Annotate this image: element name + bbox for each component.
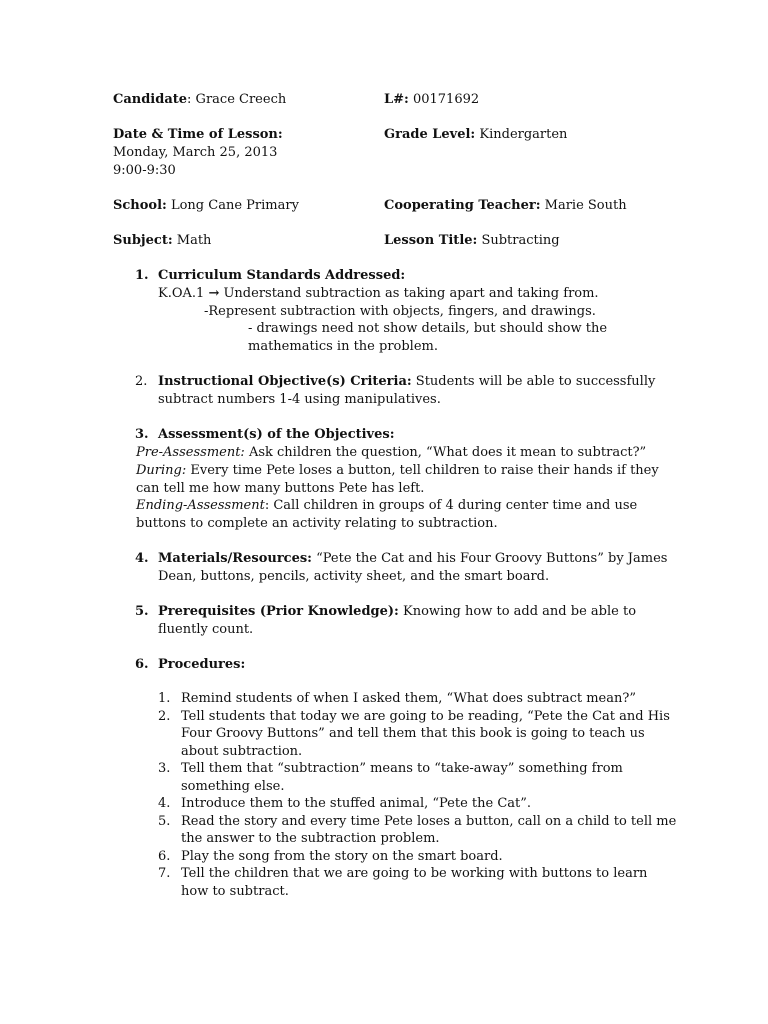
procedure-number: 6.	[158, 848, 171, 864]
procedure-number: 2.	[158, 708, 171, 724]
section-number: 2.	[135, 374, 148, 389]
school-field	[113, 197, 299, 215]
standard-subline: -Represent subtraction with objects, fingers, and drawings.	[204, 304, 596, 319]
coop-teacher-label: Cooperating Teacher:	[384, 198, 541, 213]
coop-teacher-value: Marie South	[540, 198, 627, 213]
time-value: 9:00-9:30	[113, 163, 176, 178]
lnum-value: 00171692	[408, 92, 480, 107]
procedure-number: 4.	[158, 796, 171, 811]
standard-line	[158, 285, 599, 303]
procedure-number: 7.	[158, 866, 171, 881]
lesson-title-value: Subtracting	[477, 233, 560, 248]
section-number: 3.	[135, 427, 149, 442]
during-text: Every time Pete loses a button, tell children to raise their hands if they	[186, 463, 659, 478]
pre-assessment-text: Ask children the question, “What does it mean to subtract?”	[244, 445, 647, 460]
during-assessment-line	[136, 462, 659, 480]
procedure-text: Read the story and every time Pete loses a button, call on a child to tell me	[181, 813, 677, 829]
procedure-text: how to subtract.	[181, 883, 289, 899]
lnum-label: L#:	[384, 92, 409, 107]
subject-label: Subject:	[113, 233, 173, 248]
candidate-label: Candidate	[113, 92, 188, 107]
section-number: 4.	[135, 551, 149, 566]
procedure-text: about subtraction.	[181, 743, 303, 759]
procedure-text: Play the song from the story on the smart board.	[181, 848, 503, 864]
candidate-value: : Grace Creech	[187, 92, 287, 107]
objective-text: Students will be able to successfully	[411, 374, 656, 389]
pre-assessment-label: Pre-Assessment:	[136, 445, 245, 460]
ending-assessment-line	[136, 497, 637, 515]
during-assessment-line: can tell me how many buttons Pete has left.	[136, 481, 425, 496]
materials-line	[158, 550, 667, 568]
procedure-number: 5.	[158, 813, 171, 829]
procedure-number: 1.	[158, 691, 171, 706]
standard-detail-line: - drawings need not show details, but should show the	[248, 321, 608, 336]
date-time-field	[113, 126, 283, 180]
procedure-text: Remind students of when I asked them, “What does subtract mean?”	[181, 691, 636, 706]
materials-text: “Pete the Cat and his Four Groovy Buttons” by James	[311, 551, 668, 566]
standard-code: K.OA.1	[158, 286, 209, 301]
arrow-icon: →	[208, 286, 220, 301]
during-label: During:	[136, 463, 187, 478]
subject-value: Math	[172, 233, 212, 248]
section-heading: Materials/Resources:	[158, 551, 312, 566]
grade-label: Grade Level:	[384, 127, 476, 142]
subject-field	[113, 232, 211, 250]
section-number: 6.	[135, 657, 149, 672]
procedure-text: Tell students that today we are going to be reading, “Pete the Cat and His	[181, 708, 670, 724]
coop-teacher-field	[384, 197, 627, 215]
ending-assessment-line: buttons to complete an activity relating to subtraction.	[136, 516, 498, 531]
section-heading: Assessment(s) of the Objectives:	[158, 427, 395, 442]
standard-text: Understand subtraction as taking apart and taking from.	[219, 286, 599, 301]
grade-field	[384, 126, 567, 144]
procedure-text: the answer to the subtraction problem.	[181, 831, 440, 846]
objective-text: subtract numbers 1-4 using manipulatives.	[158, 392, 441, 407]
procedure-number: 3.	[158, 761, 171, 776]
procedure-text: Introduce them to the stuffed animal, “Pete the Cat”.	[181, 796, 532, 811]
procedure-text: Four Groovy Buttons” and tell them that this book is going to teach us	[181, 726, 645, 741]
date-time-label: Date & Time of Lesson:	[113, 127, 283, 142]
section-heading: Instructional Objective(s) Criteria:	[158, 374, 412, 389]
section-heading: Procedures:	[158, 657, 246, 672]
candidate-field	[113, 91, 286, 109]
section-number: 1.	[135, 268, 149, 283]
section-heading: Curriculum Standards Addressed:	[158, 268, 406, 283]
lesson-title-field	[384, 232, 560, 250]
procedure-text: Tell them that “subtraction” means to “take-away” something from	[181, 761, 623, 776]
procedure-text: Tell the children that we are going to be working with buttons to learn	[181, 866, 648, 881]
section-heading: Prerequisites (Prior Knowledge):	[158, 604, 399, 619]
materials-text: Dean, buttons, pencils, activity sheet, and the smart board.	[158, 569, 550, 584]
procedure-text: something else.	[181, 778, 285, 794]
prerequisites-text: fluently count.	[158, 622, 254, 637]
lnum-field	[384, 91, 479, 109]
objective-line	[158, 373, 655, 391]
school-label: School:	[113, 198, 167, 213]
standard-detail-line: mathematics in the problem.	[248, 339, 438, 354]
pre-assessment-line	[136, 444, 646, 462]
grade-value: Kindergarten	[475, 127, 568, 142]
prerequisites-text: Knowing how to add and be able to	[398, 604, 637, 619]
school-value: Long Cane Primary	[166, 198, 299, 213]
ending-label: Ending-Assessment	[136, 498, 265, 513]
section-number: 5.	[135, 604, 149, 619]
lesson-title-label: Lesson Title:	[384, 233, 478, 248]
prerequisites-line	[158, 603, 636, 621]
ending-text: : Call children in groups of 4 during center time and use	[264, 498, 638, 513]
date-value: Monday, March 25, 2013	[113, 145, 278, 160]
